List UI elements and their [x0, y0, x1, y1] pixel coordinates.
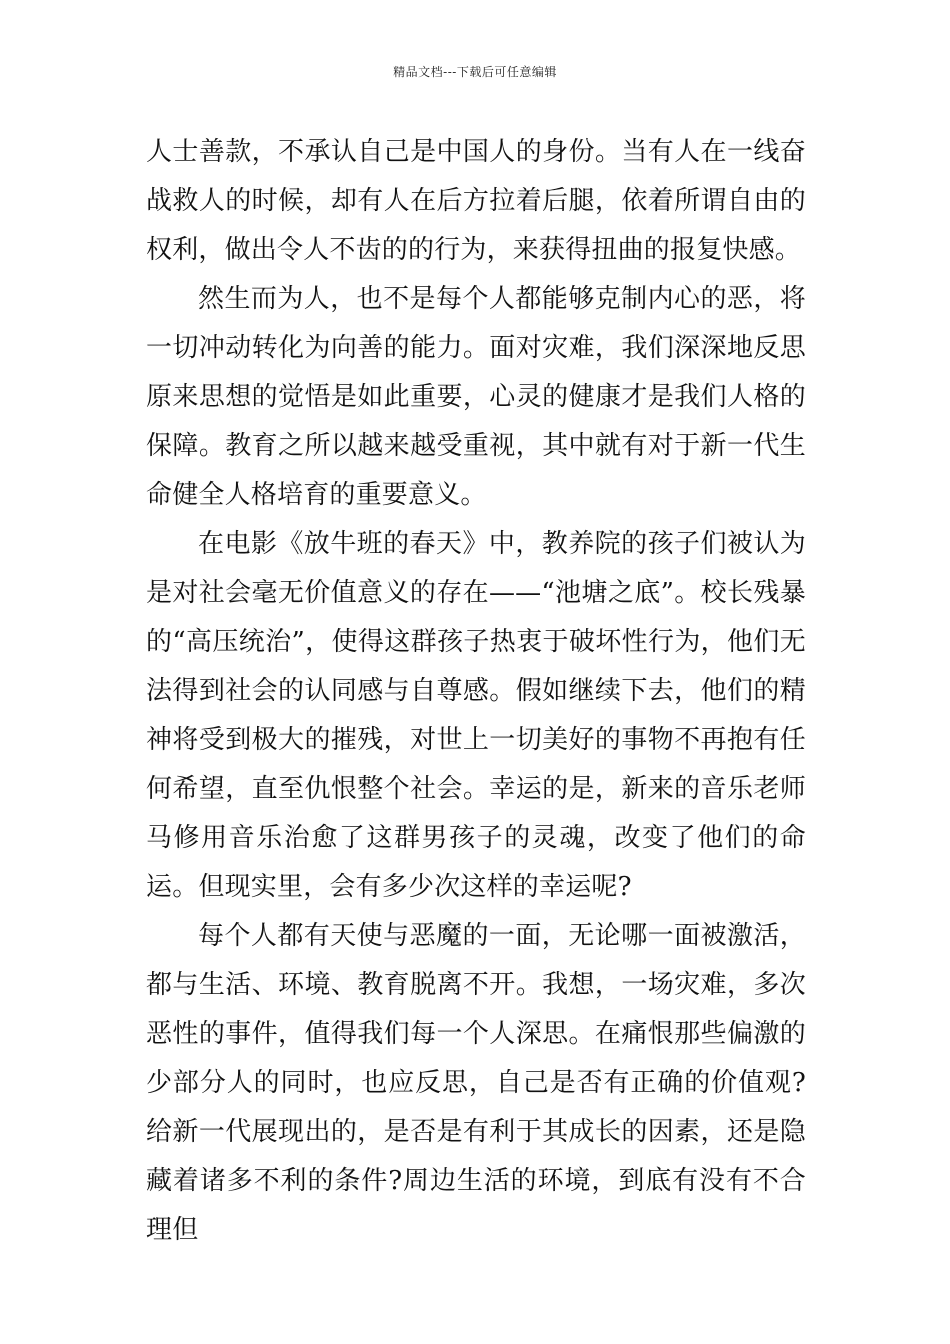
paragraph-3: 在电影《放牛班的春天》中，教养院的孩子们被认为是对社会毫无价值意义的存在——“池塘之底”。校长残暴的“高压统治”，使得这群孩子热衷于破坏性行为，他们无法得到社会的认同感与自尊感。假如继续下去，他们的精神将受到极大的摧残，对世上一切美好的事物不再抱有任何希望，直至仇恨整个社会。幸运的是，新来的音乐老师马修用音乐治愈了这群男孩子的灵魂，改变了他们的命运。但现实里，会有多少次这样的幸运呢?	[146, 529, 806, 902]
page-header: 精品文档---下载后可任意编辑	[393, 65, 557, 79]
paragraph-4: 每个人都有天使与恶魔的一面，无论哪一面被激活，都与生活、环境、教育脱离不开。我想，一场灾难，多次恶性的事件，值得我们每一个人深思。在痛恨那些偏激的少部分人的同时，也应反思，自己是否有正确的价值观?给新一代展现出的，是否是有利于其成长的因素，还是隐藏着诸多不利的条件?周边生活的环境，到底有没有不合理但	[146, 921, 806, 1245]
document-body	[146, 128, 806, 1255]
paragraph-2: 然生而为人，也不是每个人都能够克制内心的恶，将一切冲动转化为向善的能力。面对灾难，我们深深地反思原来思想的觉悟是如此重要，心灵的健康才是我们人格的保障。教育之所以越来越受重视，其中就有对于新一代生命健全人格培育的重要意义。	[146, 284, 806, 510]
paragraph-1: 人士善款，不承认自己是中国人的身份。当有人在一线奋战救人的时候，却有人在后方拉着后腿，依着所谓自由的权利，做出令人不齿的的行为，来获得扭曲的报复快感。	[146, 137, 806, 265]
